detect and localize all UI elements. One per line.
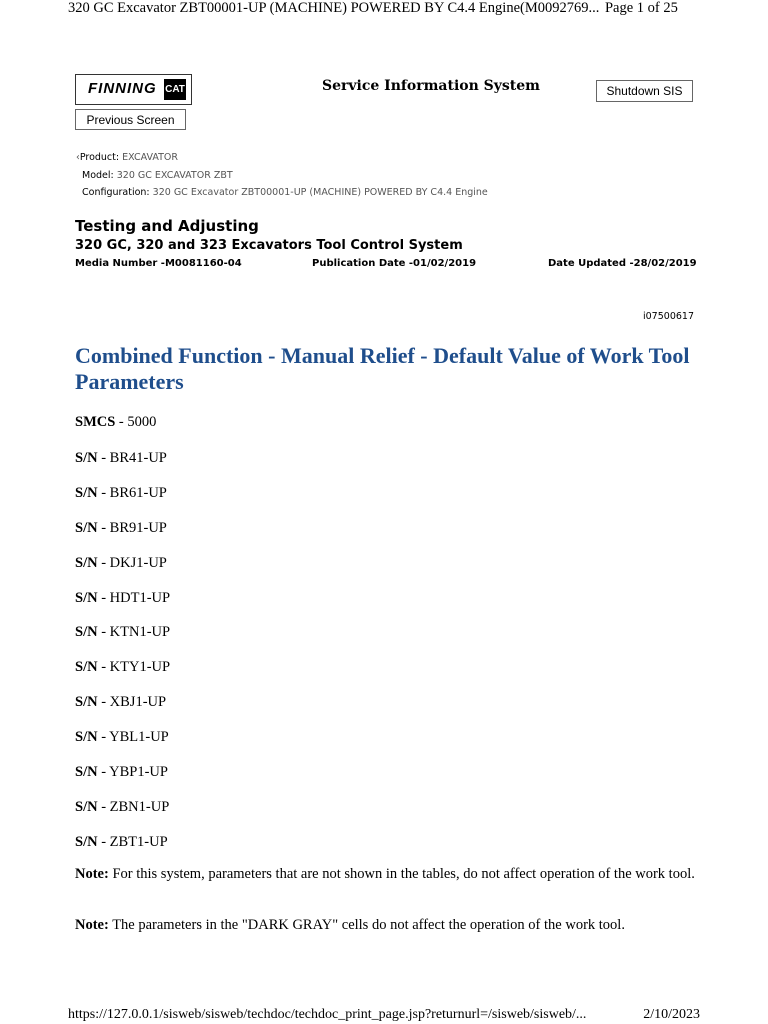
previous-screen-button[interactable]: Previous Screen — [75, 109, 186, 130]
list-item — [75, 484, 170, 519]
breadcrumb-model — [82, 170, 233, 181]
sn-label: S/N — [75, 694, 98, 711]
media-number: Media Number -M0081160-04 — [75, 258, 242, 269]
system-title: Service Information System — [322, 78, 540, 94]
sn-value: - KTY1-UP — [97, 659, 171, 676]
list-item — [75, 728, 170, 763]
note-label: Note: — [75, 917, 109, 933]
finning-cat-logo — [75, 74, 192, 105]
note-text: The parameters in the "DARK GRAY" cells do not affect the operation of the work tool. — [108, 917, 625, 933]
list-item — [75, 519, 170, 554]
print-header — [68, 0, 700, 17]
note-label: Note: — [75, 866, 109, 882]
sn-label: S/N — [75, 833, 98, 850]
publication-date: Publication Date -01/02/2019 — [312, 258, 477, 269]
list-item — [75, 449, 170, 484]
list-item — [75, 693, 170, 728]
cat-logo-icon: CAT — [164, 79, 186, 100]
sn-value: - YBP1-UP — [97, 764, 168, 781]
note-dark-gray-cells — [75, 917, 695, 934]
sn-label: S/N — [75, 764, 98, 781]
footer-url: https://127.0.0.1/sisweb/sisweb/techdoc/techdoc_print_page.jsp?returnurl=/sisweb/sisweb/... — [68, 1007, 587, 1022]
breadcrumb-config-value: 320 GC Excavator ZBT00001-UP (MACHINE) POWERED BY C4.4 Engine — [152, 187, 488, 198]
sn-value: - ZBN1-UP — [97, 798, 170, 815]
sn-value: - YBL1-UP — [97, 729, 169, 746]
sn-label: S/N — [75, 589, 98, 606]
list-item — [75, 623, 170, 658]
shutdown-sis-button[interactable]: Shutdown SIS — [596, 80, 693, 102]
sn-label: S/N — [75, 729, 98, 746]
print-header-title: 320 GC Excavator ZBT00001-UP (MACHINE) POWERED BY C4.4 Engine(M0092769... — [68, 0, 600, 16]
sn-value: - BR41-UP — [97, 450, 167, 466]
sn-value: - BR91-UP — [97, 519, 167, 536]
sn-label: S/N — [75, 554, 98, 571]
finning-logo-text: FINNING — [88, 80, 157, 97]
sn-value: - BR61-UP — [97, 484, 167, 501]
list-item — [75, 763, 170, 798]
list-item — [75, 554, 170, 589]
list-item — [75, 833, 170, 868]
note-parameters-not-shown — [75, 866, 695, 883]
sn-label: S/N — [75, 798, 98, 815]
serial-number-list — [75, 449, 170, 868]
breadcrumb-product-value: EXCAVATOR — [122, 152, 179, 163]
footer-date: 2/10/2023 — [643, 1007, 700, 1022]
sn-label: S/N — [75, 450, 98, 466]
sn-label: S/N — [75, 659, 98, 676]
breadcrumb-product[interactable] — [76, 152, 178, 163]
page-info: Page 1 of 25 — [604, 0, 678, 16]
list-item — [75, 798, 170, 833]
sn-label: S/N — [75, 519, 98, 536]
breadcrumb-config-label: Configuration: — [82, 187, 150, 198]
print-footer — [68, 1007, 700, 1023]
smcs-value: - 5000 — [115, 414, 157, 430]
back-arrow-icon: ‹ — [76, 152, 80, 163]
document-id: i07500617 — [643, 311, 694, 322]
document-title: 320 GC, 320 and 323 Excavators Tool Control System — [75, 238, 463, 253]
sn-value: - XBJ1-UP — [97, 694, 167, 711]
page-title: Combined Function - Manual Relief - Default Value of Work Tool Parameters — [75, 343, 690, 394]
sn-value: - KTN1-UP — [97, 624, 171, 641]
breadcrumb-model-value: 320 GC EXCAVATOR ZBT — [116, 170, 233, 181]
sn-value: - ZBT1-UP — [97, 833, 168, 850]
document-type: Testing and Adjusting — [75, 217, 259, 235]
sn-label: S/N — [75, 624, 98, 641]
breadcrumb-product-label: Product: — [79, 152, 120, 163]
sn-value: - HDT1-UP — [97, 589, 171, 606]
note-text: For this system, parameters that are not shown in the tables, do not affect operation of the work tool. — [108, 866, 695, 882]
sn-value: - DKJ1-UP — [97, 554, 167, 571]
smcs-label: SMCS — [75, 414, 116, 430]
sn-label: S/N — [75, 484, 98, 501]
list-item — [75, 589, 170, 624]
smcs-code — [75, 414, 156, 431]
breadcrumb-configuration — [82, 187, 488, 198]
list-item — [75, 658, 170, 693]
date-updated: Date Updated -28/02/2019 — [548, 258, 697, 269]
breadcrumb-model-label: Model: — [82, 170, 114, 181]
